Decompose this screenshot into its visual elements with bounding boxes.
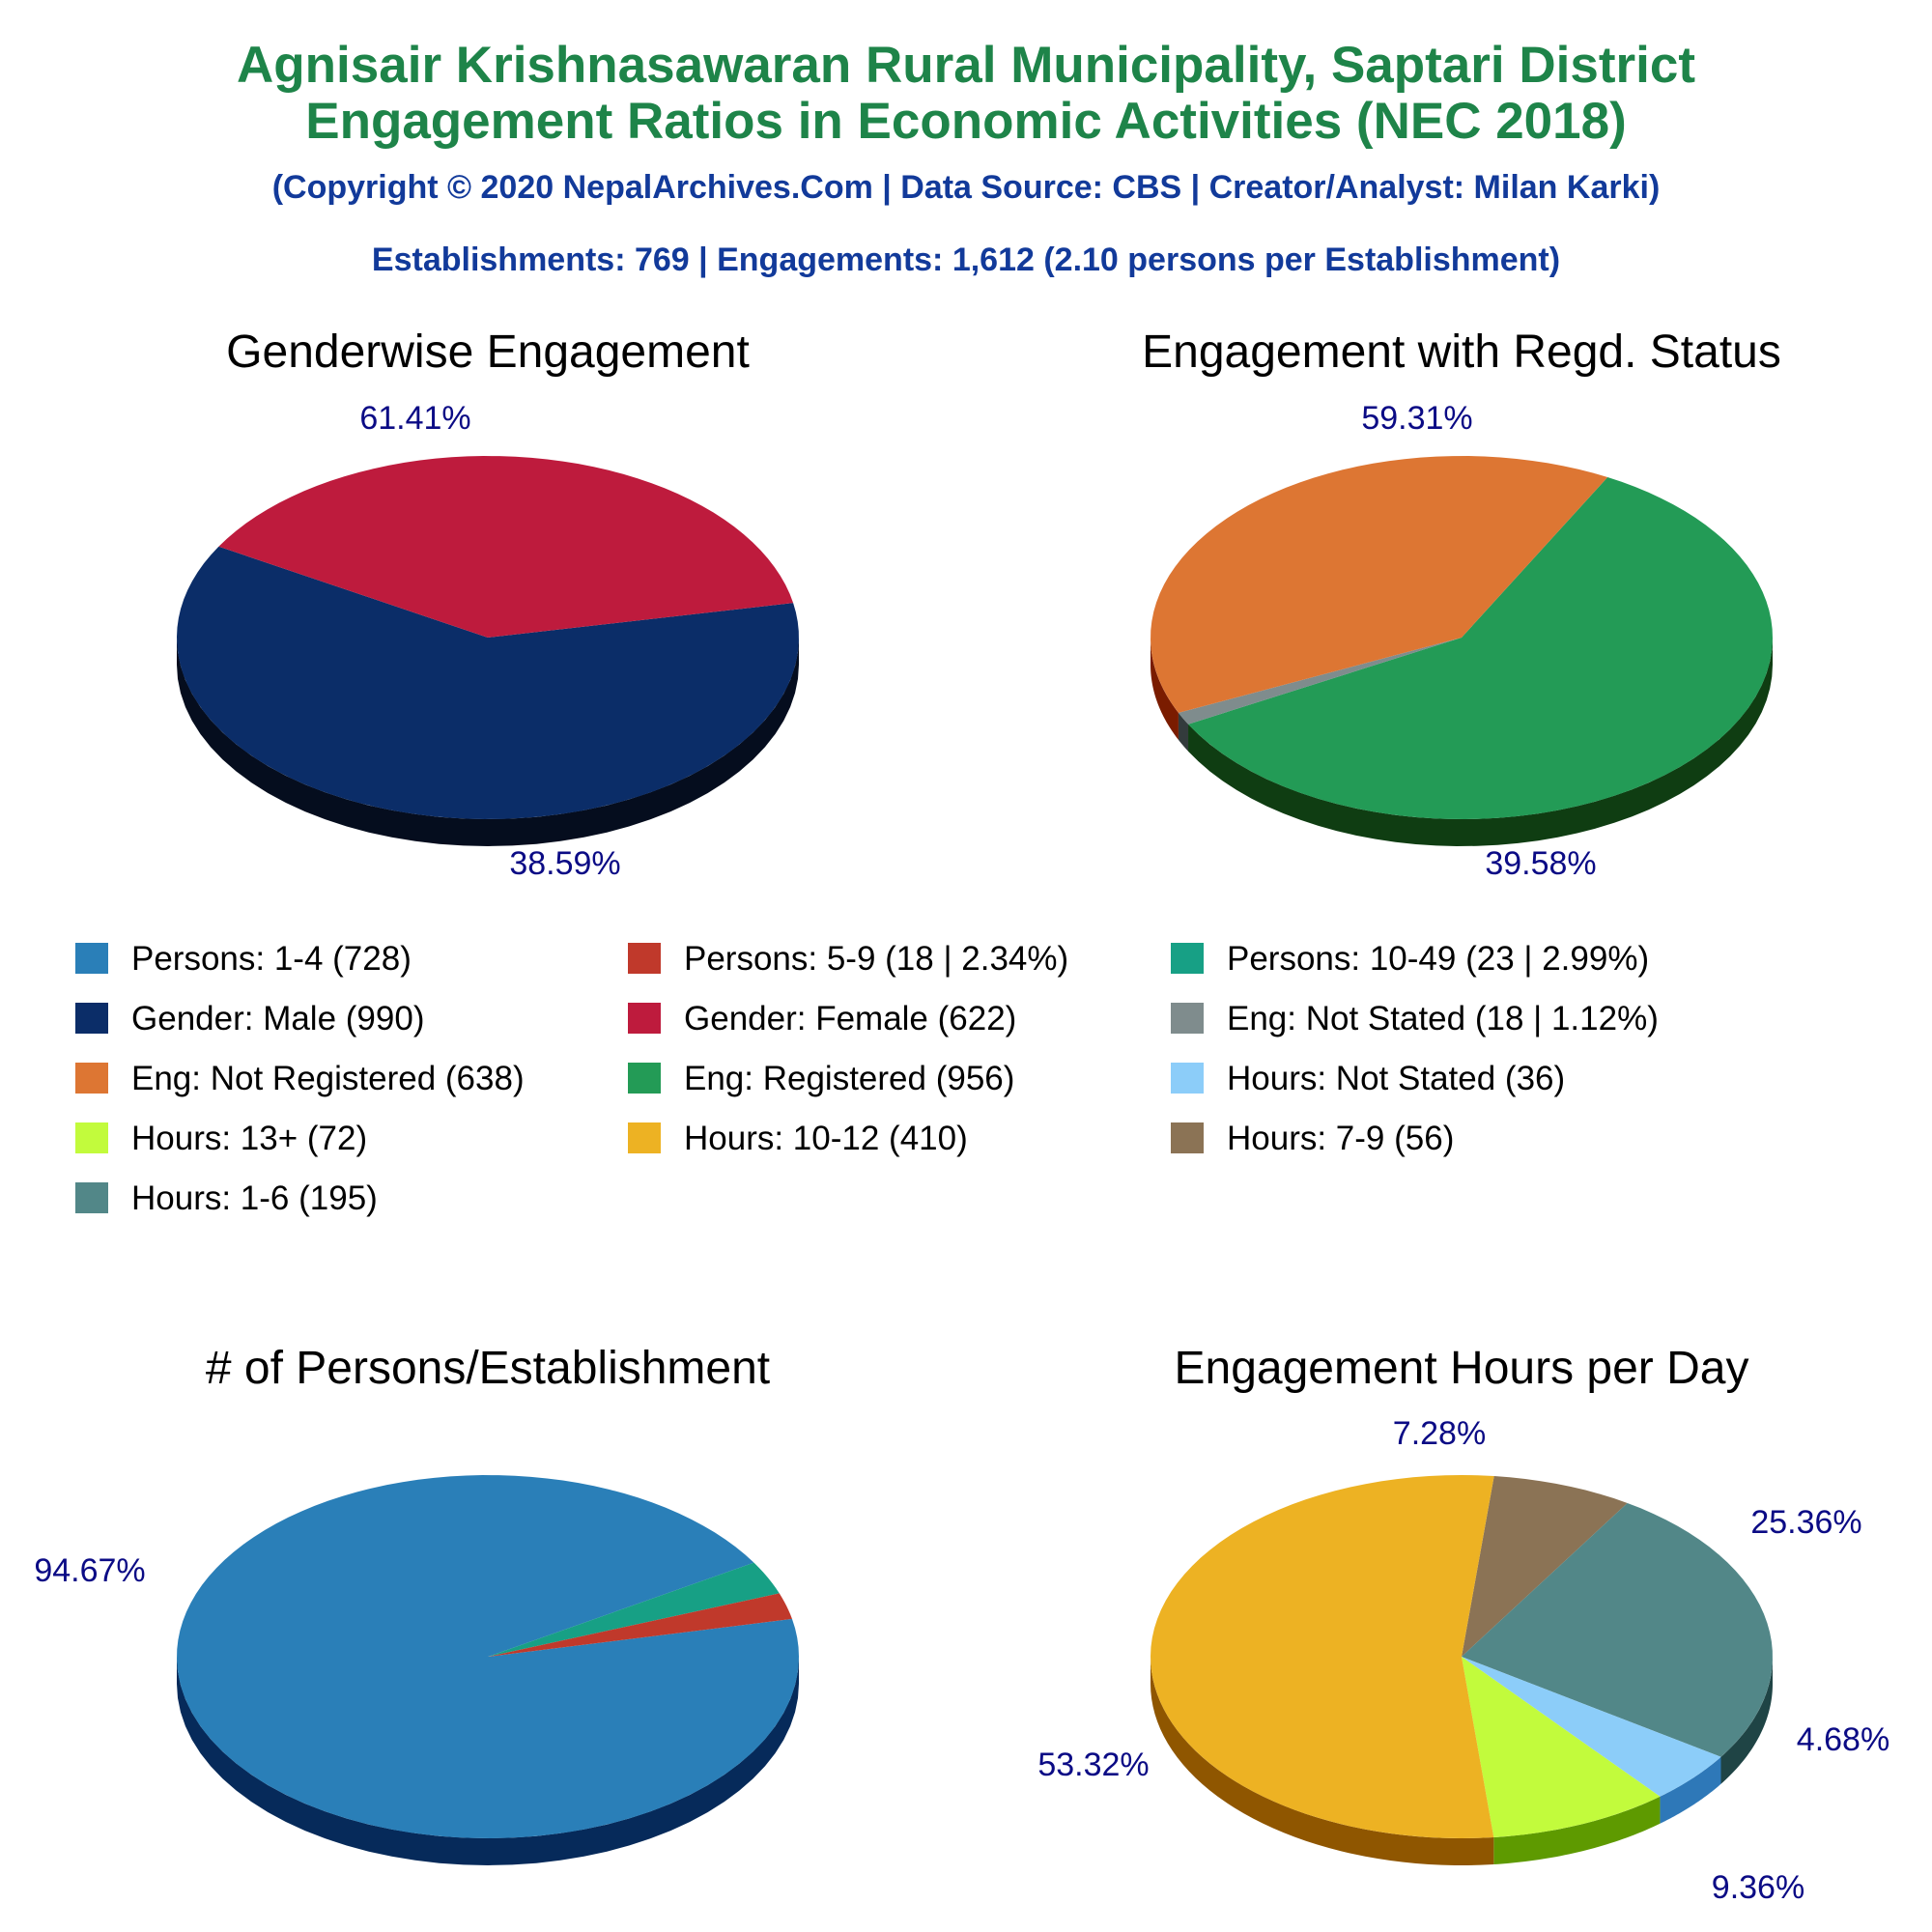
pie-percent-label: 9.36% bbox=[1711, 1869, 1805, 1906]
legend-swatch bbox=[1171, 943, 1204, 974]
pie-title: Engagement with Regd. Status bbox=[1142, 327, 1781, 378]
chart-title-line1: Agnisair Krishnasawaran Rural Municipality, Saptari District bbox=[237, 37, 1695, 94]
legend-swatch bbox=[628, 1122, 661, 1153]
pie-percent-label: 59.31% bbox=[1361, 400, 1473, 437]
legend-label: Gender: Female (622) bbox=[684, 1000, 1017, 1037]
pie-registration bbox=[1142, 327, 1781, 882]
legend-label: Hours: 13+ (72) bbox=[131, 1120, 368, 1157]
legend-label: Hours: 7-9 (56) bbox=[1227, 1120, 1455, 1157]
copyright-text: (Copyright © 2020 NepalArchives.Com | Data Source: CBS | Creator/Analyst: Milan Karki) bbox=[271, 169, 1661, 206]
legend-label: Persons: 5-9 (18 | 2.34%) bbox=[684, 940, 1069, 978]
chart-title-line2: Engagement Ratios in Economic Activities (NEC 2018) bbox=[305, 93, 1627, 150]
legend-label: Gender: Male (990) bbox=[131, 1000, 425, 1037]
legend-label: Eng: Registered (956) bbox=[684, 1060, 1015, 1097]
pie-hours bbox=[1037, 1343, 1889, 1906]
pie-percent-label: 61.41% bbox=[359, 400, 471, 437]
pie-percent-label: 7.28% bbox=[1392, 1415, 1487, 1452]
legend bbox=[75, 940, 1659, 1217]
legend-swatch bbox=[628, 1003, 661, 1034]
legend-swatch bbox=[1171, 1063, 1204, 1094]
pie-persons bbox=[34, 1343, 799, 1865]
legend-label: Persons: 1-4 (728) bbox=[131, 940, 412, 978]
legend-swatch bbox=[1171, 1122, 1204, 1153]
legend-label: Eng: Not Registered (638) bbox=[131, 1060, 525, 1097]
pie-title: # of Persons/Establishment bbox=[205, 1343, 771, 1394]
legend-label: Hours: 1-6 (195) bbox=[131, 1179, 378, 1217]
legend-swatch bbox=[75, 1003, 108, 1034]
pie-percent-label: 94.67% bbox=[34, 1552, 146, 1589]
pie-gender bbox=[177, 327, 799, 882]
legend-swatch bbox=[75, 1182, 108, 1213]
pie-percent-label: 39.58% bbox=[1485, 845, 1597, 882]
legend-label: Eng: Not Stated (18 | 1.12%) bbox=[1227, 1000, 1659, 1037]
legend-swatch bbox=[75, 1122, 108, 1153]
legend-label: Hours: 10-12 (410) bbox=[684, 1120, 968, 1157]
pie-slice bbox=[177, 1475, 799, 1838]
legend-swatch bbox=[75, 943, 108, 974]
legend-swatch bbox=[628, 1063, 661, 1094]
legend-label: Hours: Not Stated (36) bbox=[1227, 1060, 1566, 1097]
pie-title: Engagement Hours per Day bbox=[1174, 1343, 1749, 1394]
legend-swatch bbox=[1171, 1003, 1204, 1034]
pie-title: Genderwise Engagement bbox=[226, 327, 750, 378]
pie-percent-label: 25.36% bbox=[1750, 1504, 1862, 1541]
legend-swatch bbox=[628, 943, 661, 974]
pie-percent-label: 4.68% bbox=[1796, 1721, 1890, 1758]
summary-text: Establishments: 769 | Engagements: 1,612 (2.10 persons per Establishment) bbox=[371, 242, 1561, 278]
legend-swatch bbox=[75, 1063, 108, 1094]
legend-label: Persons: 10-49 (23 | 2.99%) bbox=[1227, 940, 1650, 978]
pie-percent-label: 53.32% bbox=[1037, 1747, 1150, 1783]
pie-percent-label: 38.59% bbox=[509, 845, 621, 882]
